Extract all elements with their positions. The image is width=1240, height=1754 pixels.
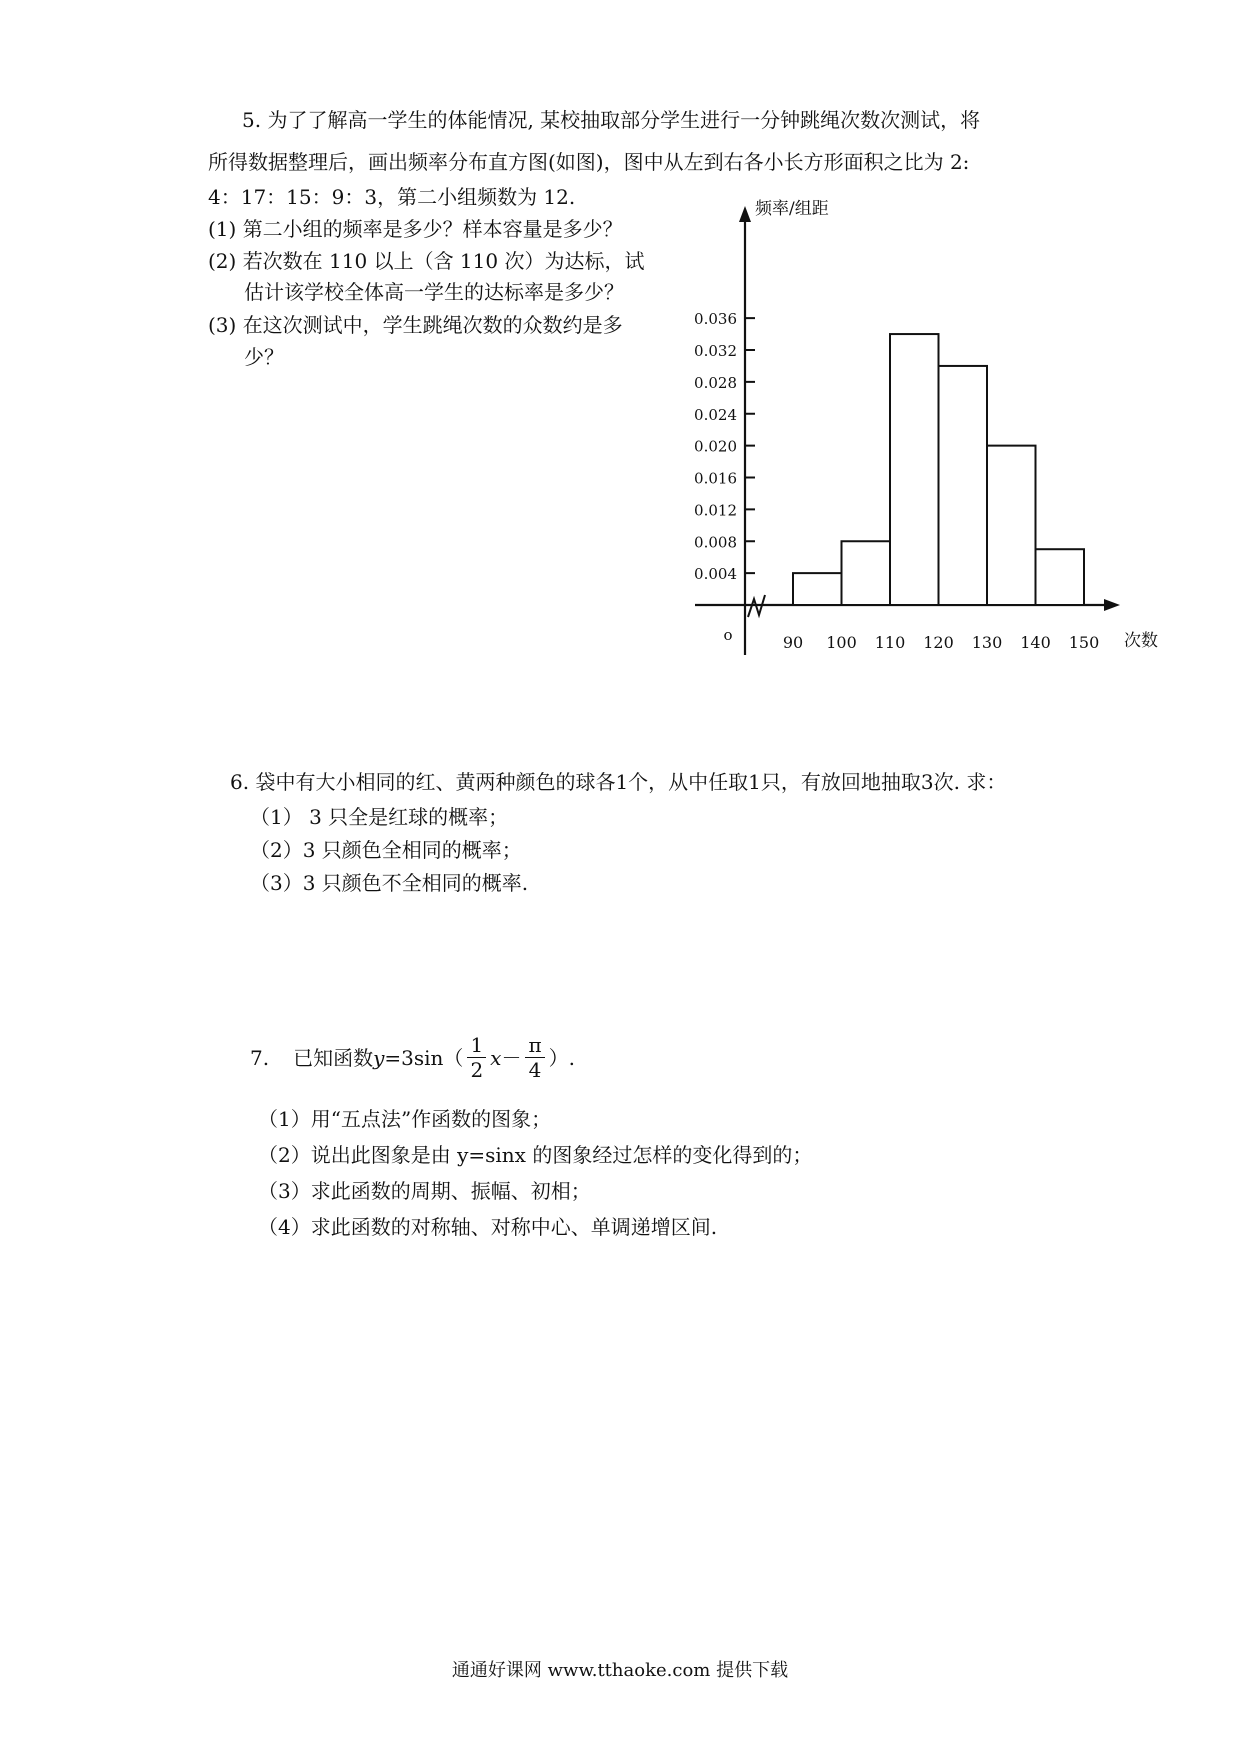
q7-minus: － <box>501 1045 522 1070</box>
histogram-bar <box>793 573 842 605</box>
histogram-bar <box>890 334 939 605</box>
q7-var-x: x <box>490 1045 502 1070</box>
q7-var-y: y <box>373 1045 385 1070</box>
frequency-histogram <box>0 0 1240 700</box>
x-tick-label: 110 <box>874 633 906 652</box>
q6-part-2: （2）3 只颜色全相同的概率； <box>250 838 522 862</box>
x-axis-arrow <box>1104 599 1120 611</box>
y-tick-label: 0.004 <box>694 565 737 584</box>
x-tick-label: 90 <box>782 633 804 652</box>
x-tick-label: 130 <box>971 633 1003 652</box>
q7-frac1-den: 2 <box>470 1058 484 1082</box>
q7-stem <box>250 1033 575 1082</box>
y-tick-label: 0.020 <box>694 437 737 456</box>
origin-label: o <box>723 626 733 644</box>
q7-part-4: （4）求此函数的对称轴、对称中心、单调递增区间. <box>258 1215 718 1239</box>
y-axis-title: 频率/组距 <box>755 199 829 219</box>
q7-number: 7. <box>250 1045 270 1070</box>
q7-part-3: （3）求此函数的周期、振幅、初相； <box>258 1179 591 1203</box>
q7-frac2-num: π <box>525 1033 544 1058</box>
q5-line-3: 4：17：15：9：3，第二小组频数为 12. <box>208 185 576 209</box>
histogram-bar <box>1036 549 1085 605</box>
x-tick-label: 140 <box>1020 633 1051 652</box>
q6-part-1: （1） 3 只全是红球的概率； <box>250 805 509 829</box>
x-axis-title: 次数 <box>1124 631 1158 651</box>
q5-part-3: (3) 在这次测试中，学生跳绳次数的众数约是多 <box>208 313 623 337</box>
y-tick-label: 0.036 <box>694 310 737 329</box>
q5-part-2-cont: 估计该学校全体高一学生的达标率是多少？ <box>244 280 624 304</box>
q5-line-2: 所得数据整理后，画出频率分布直方图(如图)，图中从左到右各小长方形面积之比为 2: <box>208 150 970 174</box>
histogram-bar <box>939 366 988 605</box>
y-tick-label: 0.016 <box>694 469 737 488</box>
q6-part-3: （3）3 只颜色不全相同的概率. <box>250 871 529 895</box>
q7-part-2: （2）说出此图象是由 y=sinx 的图象经过怎样的变化得到的； <box>258 1143 813 1167</box>
y-axis-arrow <box>739 206 751 222</box>
q7-fraction-pi-quarter <box>525 1033 544 1082</box>
q7-fraction-half <box>467 1033 486 1082</box>
histogram-bar <box>987 446 1036 605</box>
y-tick-label: 0.028 <box>694 373 737 392</box>
y-tick-label: 0.012 <box>694 501 737 520</box>
q5-part-1: (1) 第二小组的频率是多少？样本容量是多少？ <box>208 217 623 241</box>
q7-frac2-den: 4 <box>528 1058 542 1082</box>
x-tick-label: 150 <box>1068 633 1100 652</box>
y-tick-label: 0.024 <box>694 405 737 424</box>
q7-part-1: （1）用“五点法”作函数的图象； <box>258 1107 552 1131</box>
q5-line-1: 5. 为了了解高一学生的体能情况, 某校抽取部分学生进行一分钟跳绳次数次测试，将 <box>242 108 981 132</box>
histogram-bar <box>842 541 891 605</box>
q6-stem: 6. 袋中有大小相同的红、黄两种颜色的球各1个，从中任取1只，有放回地抽取3次. 求： <box>230 770 1007 794</box>
q7-eq: =3sin（ <box>384 1045 464 1070</box>
q7-suffix: ）. <box>548 1045 575 1070</box>
q7-frac1-num: 1 <box>467 1033 486 1058</box>
q5-part-3-cont: 少？ <box>244 345 284 369</box>
x-tick-label: 100 <box>826 633 857 652</box>
q5-part-2: (2) 若次数在 110 以上（含 110 次）为达标，试 <box>208 249 645 273</box>
x-tick-label: 120 <box>923 633 954 652</box>
q7-prefix: 已知函数 <box>293 1045 374 1070</box>
footer-credit: 通通好课网 www.tthaoke.com 提供下载 <box>451 1660 789 1681</box>
y-tick-label: 0.008 <box>694 533 737 552</box>
y-tick-label: 0.032 <box>694 342 737 360</box>
